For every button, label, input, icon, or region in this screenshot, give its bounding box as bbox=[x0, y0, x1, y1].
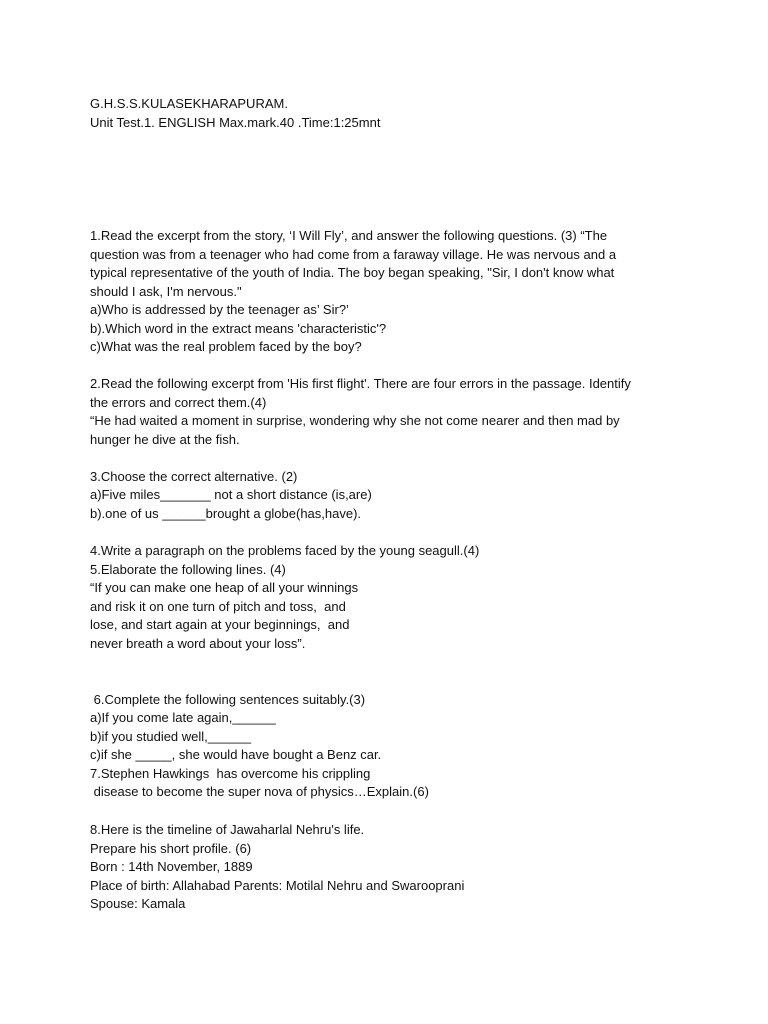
q3-line: 3.Choose the correct alternative. (2) bbox=[90, 468, 298, 484]
q4-line: 4.Write a paragraph on the problems faced by the young seagull.(4) bbox=[90, 543, 480, 558]
q6-subquestion-b: b)if you studied well,______ bbox=[90, 728, 252, 744]
q6-line: 6.Complete the following sentences suitably.(3) bbox=[90, 691, 366, 707]
poem-line: lose, and start again at your beginnings, and bbox=[90, 617, 350, 632]
q1-line: typical representative of the youth of India. The boy began speaking, "Sir, I don't know what bbox=[90, 265, 615, 280]
q2-line: the errors and correct them.(4) bbox=[90, 394, 267, 410]
q7-line: 7.Stephen Hawkings has overcome his crippling bbox=[90, 765, 371, 781]
q6-subquestion-a: a)If you come late again,______ bbox=[90, 710, 276, 725]
poem-line: and risk it on one turn of pitch and toss, and bbox=[90, 598, 346, 614]
test-info: Unit Test.1. ENGLISH Max.mark.40 .Time:1:25mnt bbox=[90, 114, 381, 130]
q3-subquestion-a: a)Five miles_______ not a short distance (is,are) bbox=[90, 487, 372, 502]
q2-passage: “He had waited a moment in surprise, wondering why she not come nearer and then mad by bbox=[90, 413, 620, 428]
poem-line: never breath a word about your loss”. bbox=[90, 635, 306, 651]
q8-born: Born : 14th November, 1889 bbox=[90, 859, 253, 874]
q8-place-parents: Place of birth: Allahabad Parents: Motilal Nehru and Swarooprani bbox=[90, 877, 465, 893]
q2-passage: hunger he dive at the fish. bbox=[90, 431, 240, 447]
q8-line: 8.Here is the timeline of Jawaharlal Nehru's life. bbox=[90, 822, 365, 837]
q8-line: Prepare his short profile. (6) bbox=[90, 840, 252, 856]
school-name: G.H.S.S.KULASEKHARAPURAM. bbox=[90, 96, 288, 111]
q8-spouse: Spouse: Kamala bbox=[90, 896, 186, 911]
q1-subquestion-c: c)What was the real problem faced by the boy? bbox=[90, 339, 362, 354]
q5-line: 5.Elaborate the following lines. (4) bbox=[90, 561, 286, 577]
q1-subquestion-b: b).Which word in the extract means 'characteristic'? bbox=[90, 320, 387, 336]
q7-line: disease to become the super nova of physics…Explain.(6) bbox=[90, 784, 429, 799]
q1-line: question was from a teenager who had come from a faraway village. He was nervous and a bbox=[90, 246, 617, 262]
q2-line: 2.Read the following excerpt from 'His first flight'. There are four errors in the passage. Identify bbox=[90, 376, 631, 391]
q1-line: should I ask, I'm nervous." bbox=[90, 283, 242, 299]
q1-line: 1.Read the excerpt from the story, ‘I Will Fly’, and answer the following questions. (3) “The bbox=[90, 228, 608, 243]
poem-line: “If you can make one heap of all your winnings bbox=[90, 580, 359, 595]
q1-subquestion-a: a)Who is addressed by the teenager as’ Sir?’ bbox=[90, 302, 349, 317]
q6-subquestion-c: c)if she _____, she would have bought a Benz car. bbox=[90, 747, 382, 762]
q3-subquestion-b: b).one of us ______brought a globe(has,have). bbox=[90, 505, 362, 521]
